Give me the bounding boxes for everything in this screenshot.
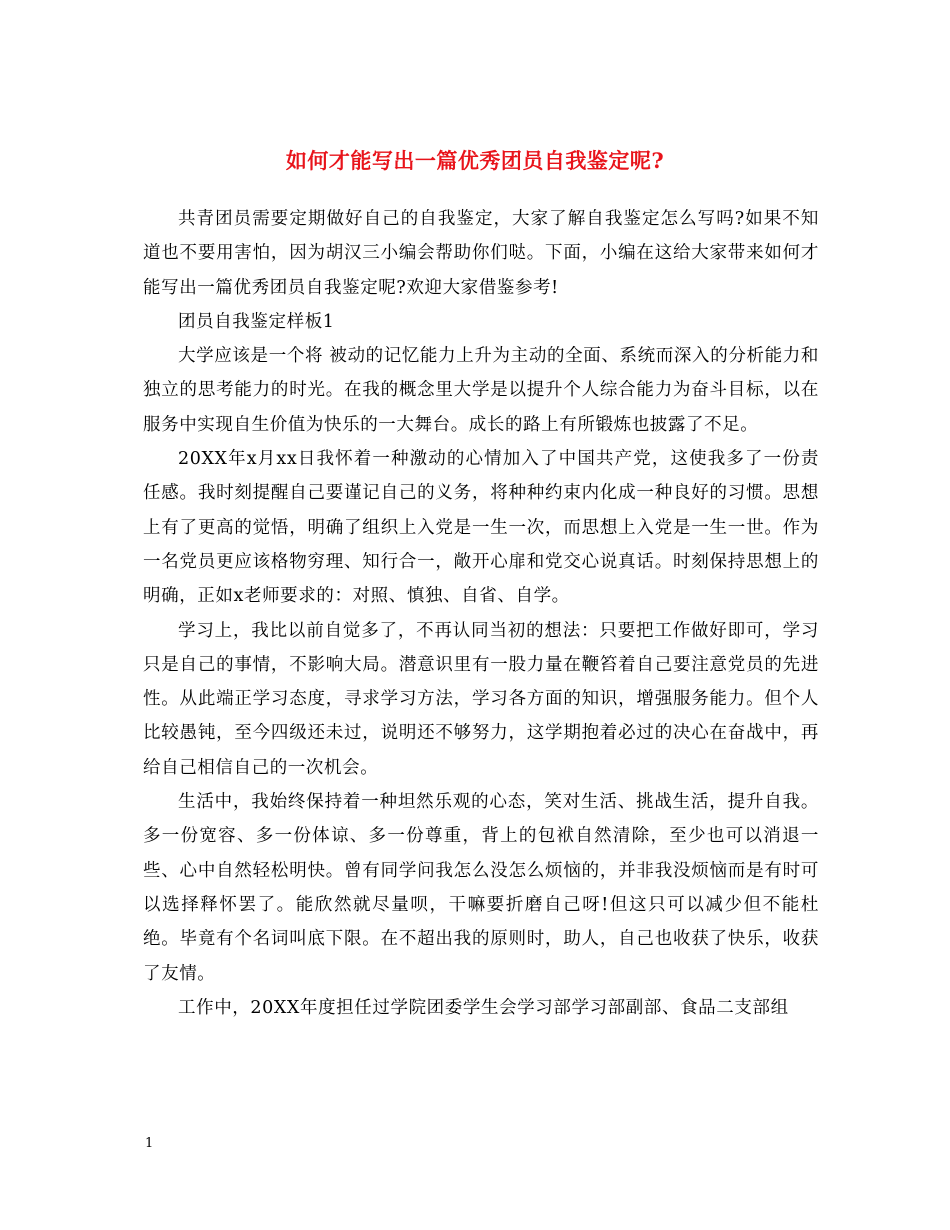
document-title: 如何才能写出一篇优秀团员自我鉴定呢? (285, 148, 665, 174)
body-paragraph: 工作中，20XX年度担任过学院团委学生会学习部学习部副部、食品二支部组 (178, 997, 789, 1018)
section-heading: 团员自我鉴定样板1 (178, 311, 335, 332)
body-paragraph: 学习上，我比以前自觉多了，不再认同当初的想法：只要把工作做好即可，学习只是自己的事情，不影响大局。潜意识里有一股力量在鞭笞着自己要注意党员的先进性。从此端正学习态度，寻求学习方法，学习各方面的知识，增强服务能力。但个人比较愚钝，至今四级还未过，说明还不够努力，这学期抱着必过的决心在奋战中，再给自己相信自己的一次机会。 (143, 620, 819, 778)
document-body (143, 202, 819, 1025)
body-paragraph: 20XX年x月xx日我怀着一种激动的心情加入了中国共产党，这使我多了一份责任感。我时刻提醒自己要谨记自己的义务，将种种约束内化成一种良好的习惯。思想上有了更高的觉悟，明确了组织上入党是一生一次，而思想上入党是一生一世。作为一名党员更应该格物穷理、知行合一，敞开心扉和党交心说真话。时刻保持思想上的明确，正如x老师要求的：对照、慎独、自省、自学。 (143, 449, 819, 607)
body-paragraph: 生活中，我始终保持着一种坦然乐观的心态，笑对生活、挑战生活，提升自我。多一份宽容、多一份体谅、多一份尊重，背上的包袱自然清除，至少也可以消退一些、心中自然轻松明快。曾有同学问我怎么没怎么烦恼的，并非我没烦恼而是有时可以选择释怀罢了。能欣然就尽量呗，干嘛要折磨自己呀!但这只可以减少但不能杜绝。毕竟有个名词叫底下限。在不超出我的原则时，助人，自己也收获了快乐，收获了友情。 (143, 792, 819, 984)
intro-paragraph: 共青团员需要定期做好自己的自我鉴定，大家了解自我鉴定怎么写吗?如果不知道也不要用害怕，因为胡汉三小编会帮助你们哒。下面，小编在这给大家带来如何才能写出一篇优秀团员自我鉴定呢?欢迎大家借鉴参考! (143, 209, 819, 298)
page-number: 1 (145, 1136, 154, 1151)
body-paragraph: 大学应该是一个将 被动的记忆能力上升为主动的全面、系统而深入的分析能力和独立的思考能力的时光。在我的概念里大学是以提升个人综合能力为奋斗目标，以在服务中实现自生价值为快乐的一大舞台。成长的路上有所锻炼也披露了不足。 (143, 346, 819, 435)
